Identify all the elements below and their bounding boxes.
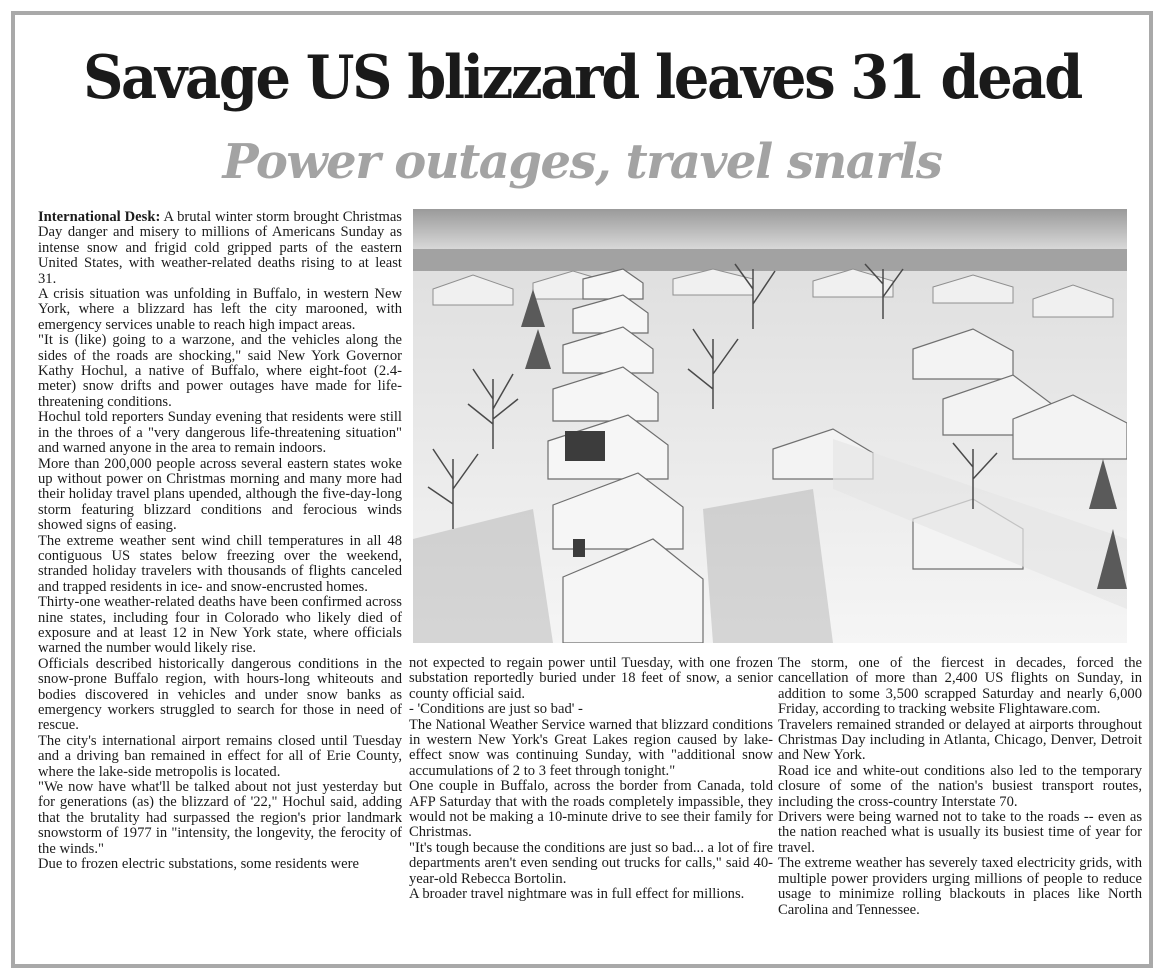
paragraph: "It's tough because the conditions are just so bad... a lot of fire departments aren't even sending out trucks for calls," said 40-year-old Rebecca Bortolin.: [409, 839, 773, 887]
paragraph: "We now have what'll be talked about not just yesterday but for generations (as) the blizzard of '22," Hochul said, adding that the brutality had surpassed the region's prior landmark snowstorm of 1977 in "intensity, the longevity, the ferocity of the winds.": [38, 779, 402, 857]
paragraph: Road ice and white-out conditions also led to the temporary closure of some of the nation's busiest transport routes, including the cross-country Interstate 70.: [778, 762, 1142, 810]
article-column-1: [38, 210, 402, 872]
paragraph: A broader travel nightmare was in full effect for millions.: [409, 886, 745, 903]
paragraph: The city's international airport remains closed until Tuesday and a driving ban remained in effect for all of Erie County, where the lake-side metropolis is located.: [38, 732, 402, 780]
subheading: - 'Conditions are just so bad' -: [409, 701, 583, 718]
snowy-neighborhood-aerial-photo: [413, 209, 1127, 643]
headline: Savage US blizzard leaves 31 dead: [83, 43, 1081, 113]
paragraph: Due to frozen electric substations, some residents were: [38, 856, 359, 873]
paragraph: not expected to regain power until Tuesday, with one frozen substation reportedly buried under 18 feet of snow, a senior county official said.: [409, 655, 773, 702]
paragraph: Thirty-one weather-related deaths have been confirmed across nine states, including four in Colorado who likely died of exposure and at least 12 in New York state, where officials warned the number would likely rise.: [38, 594, 402, 657]
paragraph: Drivers were being warned not to take to the roads -- even as the nation reached what is usually its busiest time of year for travel.: [778, 809, 1142, 856]
article-column-3: [778, 656, 1142, 918]
paragraph: The National Weather Service warned that blizzard conditions in western New York's Great Lakes region caused by lake-effect snow was continuing Sunday, with "additional snow accumulations of 2 to 3 feet through tonight.": [409, 716, 773, 779]
article-column-2: [409, 656, 773, 903]
paragraph: A crisis situation was unfolding in Buffalo, in western New York, where a blizzard has left the city marooned, with emergency services unable to reach high impact areas.: [38, 286, 402, 333]
paragraph: One couple in Buffalo, across the border from Canada, told AFP Saturday that with the roads completely impassible, they would not be making a 10-minute drive to see their family for Christmas.: [409, 778, 773, 841]
paragraph: Hochul told reporters Sunday evening that residents were still in the throes of a "very dangerous life-threatening situation" and warned anyone in the area to remain indoors.: [38, 409, 402, 457]
paragraph: The extreme weather has severely taxed electricity grids, with multiple power providers urging millions of people to reduce usage to minimize rolling blackouts in places like North Carolina and Tennessee.: [778, 855, 1142, 918]
paragraph: Travelers remained stranded or delayed at airports throughout Christmas Day including in Atlanta, Chicago, Denver, Detroit and New York.: [778, 716, 1142, 764]
lead-text: A brutal winter storm brought Christmas Day danger and misery to millions of Americans Sunday as intense snow and frigid cold gripped parts of the eastern United States, with weather-related deaths rising to at least 31.: [38, 209, 402, 287]
paragraph: More than 200,000 people across several eastern states woke up without power on Christmas morning and many more had their holiday travel plans upended, although the five-day-long storm featuring blizzard conditions and ferocious winds showed signs of easing.: [38, 455, 402, 534]
paragraph: "It is (like) going to a warzone, and the vehicles along the sides of the roads are shocking," said New York Governor Kathy Hochul, a native of Buffalo, where eight-foot (2.4-meter) snow drifts and power outages have made for life-threatening conditions.: [38, 332, 402, 410]
paragraph: [38, 210, 402, 287]
paragraph: Officials described historically dangerous conditions in the snow-prone Buffalo region, with hours-long whiteouts and bodies discovered in vehicles and under snow banks as emergency workers struggled to search for those in need of rescue.: [38, 655, 402, 734]
dateline: International Desk:: [38, 209, 161, 225]
paragraph: The extreme weather sent wind chill temperatures in all 48 contiguous US states below freezing over the weekend, stranded holiday travelers with thousands of flights canceled and trapped residents in ice- and snow-encrusted homes.: [38, 532, 402, 595]
subheadline: Power outages, travel snarls: [222, 134, 942, 190]
paragraph: The storm, one of the fiercest in decades, forced the cancellation of more than 2,400 US flights on Sunday, in addition to some 3,500 scrapped Saturday and nearly 6,000 Friday, according to tracking website Flightaware.com.: [778, 655, 1142, 718]
newspaper-clipping: [11, 11, 1153, 968]
snowy-neighborhood-photo: [413, 209, 1127, 643]
